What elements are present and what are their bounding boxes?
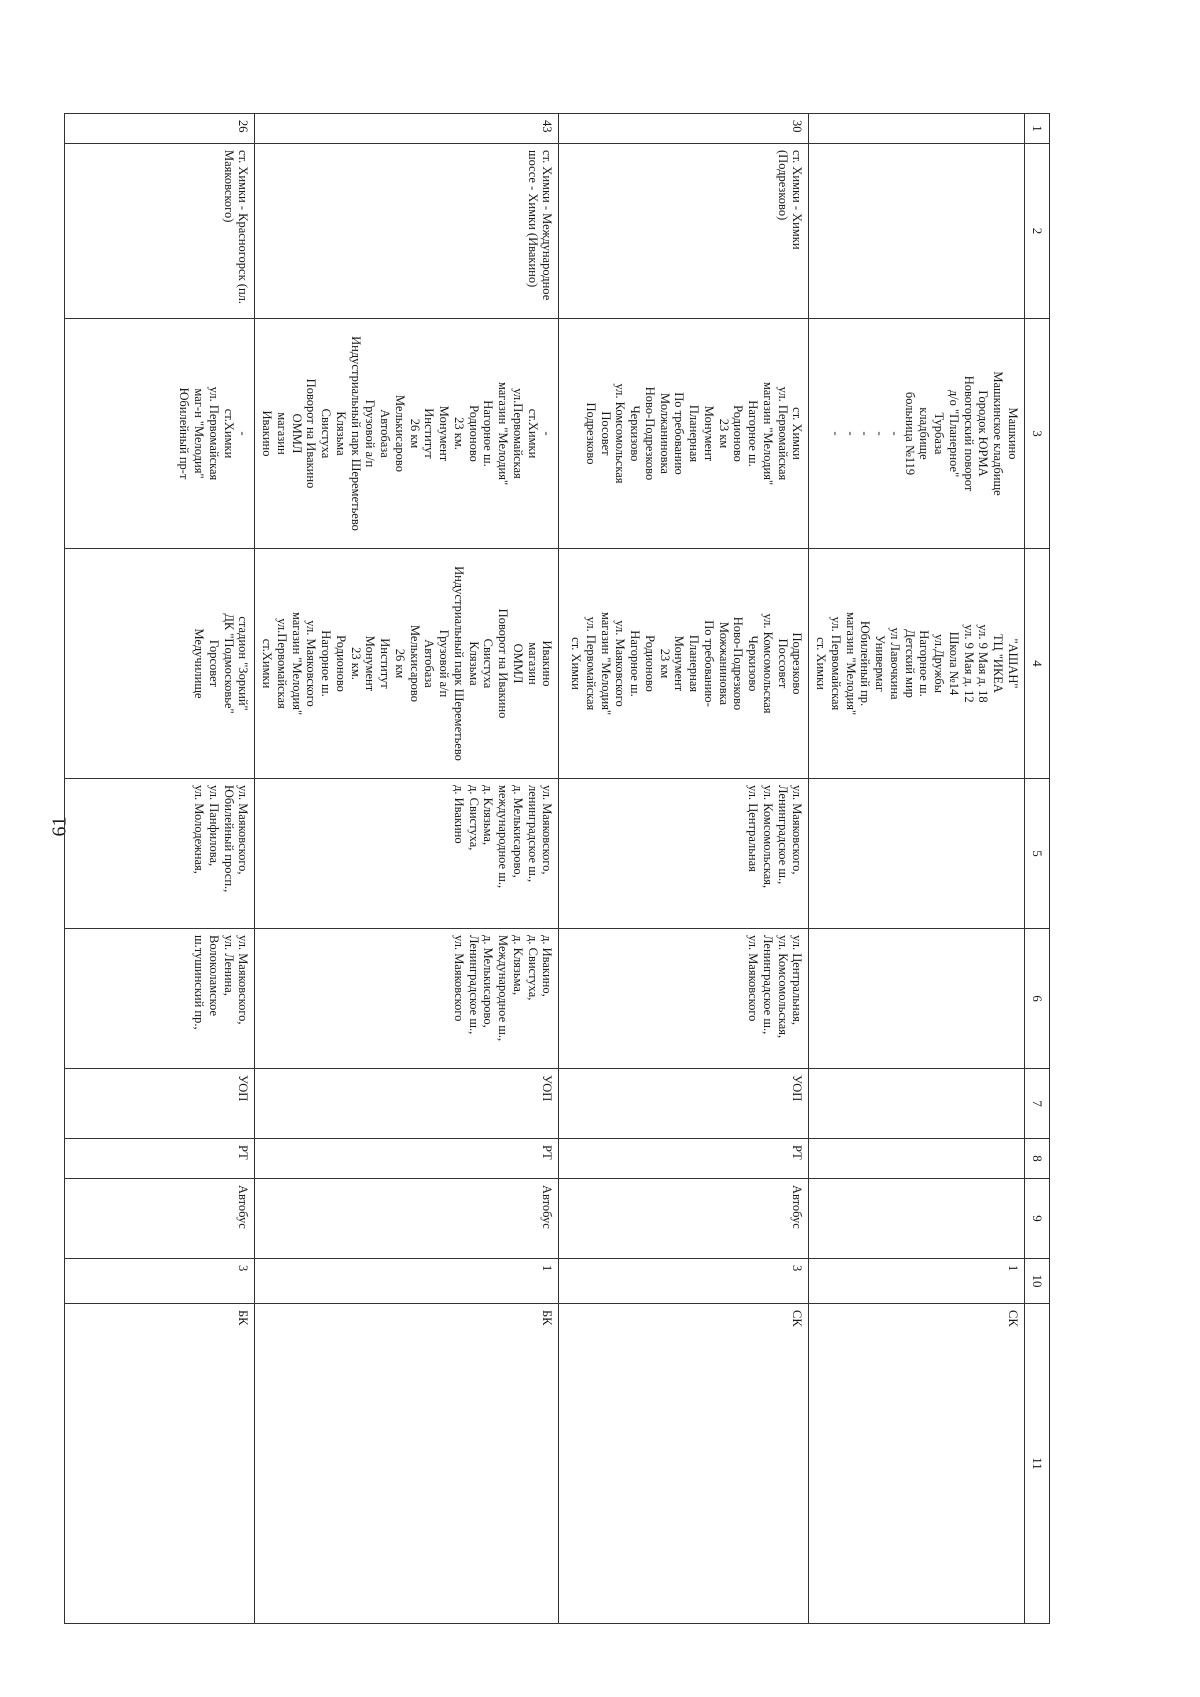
cell-line: ул. Первомайская bbox=[775, 386, 790, 481]
cell-col5 bbox=[255, 779, 559, 929]
header-cell: 4 bbox=[1025, 549, 1050, 779]
cell-col2: ст. Химки - Красногорск (пл. Маяковского) bbox=[65, 144, 255, 319]
cell-col7: УОП bbox=[65, 1069, 255, 1139]
cell-line: ул. Ленина, bbox=[221, 935, 236, 996]
cell-line: Турбаза bbox=[932, 412, 947, 455]
cell-line: Планерная bbox=[687, 404, 702, 463]
cell-line: Машкинское кладбище bbox=[991, 371, 1006, 496]
cell-line: д. Свистуха, bbox=[525, 935, 540, 1001]
cell-line: Нагорное ш. bbox=[319, 630, 334, 697]
cell-line: Институт bbox=[378, 638, 393, 689]
cell-line: Городок ЮРМА bbox=[976, 390, 991, 477]
cell-line: магазин bbox=[275, 412, 289, 455]
cell-col2 bbox=[809, 144, 1025, 319]
cell-col3 bbox=[65, 319, 255, 549]
cell-line: ст. Химки bbox=[790, 407, 805, 460]
cell-col4 bbox=[809, 549, 1025, 779]
cell-col2: ст. Химки - Химки (Подрезково) bbox=[559, 144, 809, 319]
cell-line: 23 км. bbox=[452, 417, 466, 450]
cell-col11: БК bbox=[255, 1304, 559, 1624]
cell-line: магазин "Мелодия" bbox=[598, 611, 613, 716]
cell-line: маг-н "Мелодия" bbox=[192, 388, 207, 479]
cell-line: ул.Первомайская bbox=[275, 618, 289, 709]
cell-line: ул. Комсомольская bbox=[613, 383, 628, 484]
cell-line: Посовет bbox=[598, 411, 613, 456]
cell-line: Автобаза bbox=[422, 639, 437, 688]
header-cell: 10 bbox=[1025, 1259, 1050, 1304]
cell-line: - bbox=[843, 431, 858, 436]
cell-line: - bbox=[888, 431, 902, 436]
cell-line: Нагорное ш. bbox=[628, 630, 643, 697]
cell-col7: УОП bbox=[559, 1069, 809, 1139]
cell-col6 bbox=[559, 929, 809, 1069]
cell-line: ст.Химки bbox=[525, 408, 540, 459]
cell-line: д. Клязьма, bbox=[481, 785, 496, 846]
cell-col1 bbox=[809, 114, 1025, 144]
cell-line: магазин "Мелодия" bbox=[843, 611, 858, 716]
cell-line: Монумент bbox=[672, 635, 687, 692]
cell-line: ул. Маяковского bbox=[452, 935, 466, 1022]
cell-line: ул. Маяковского, bbox=[790, 785, 805, 875]
cell-line: Родионово bbox=[466, 405, 481, 462]
cell-col4 bbox=[255, 549, 559, 779]
cell-line: д. Ивакино bbox=[452, 785, 466, 844]
cell-line: По требованию bbox=[672, 392, 687, 475]
cell-line: ст. Химки bbox=[814, 637, 829, 690]
cell-col11: СК bbox=[559, 1304, 809, 1624]
cell-line: Институт bbox=[422, 408, 437, 459]
cell-line: стадион "Зоркий" bbox=[236, 616, 251, 711]
cell-col5 bbox=[559, 779, 809, 929]
cell-col8: РТ bbox=[65, 1139, 255, 1179]
cell-line: Ново-Подрезково bbox=[643, 386, 657, 481]
cell-line: Черкизово bbox=[746, 635, 761, 692]
cell-line: Подрезково bbox=[790, 632, 805, 695]
cell-line: ул. 9 Мая д. 12 bbox=[961, 624, 976, 703]
cell-line: ул. Комсомольская bbox=[761, 613, 775, 714]
cell-col7 bbox=[809, 1069, 1025, 1139]
cell-line: ДК "Подмосковье" bbox=[221, 613, 236, 714]
cell-line: Нагорное ш. bbox=[481, 400, 496, 467]
cell-line: Школа №14 bbox=[947, 631, 961, 696]
cell-line: 26 км bbox=[393, 648, 407, 679]
cell-line: 23 км. bbox=[348, 647, 363, 680]
cell-line: Нагорное ш. bbox=[746, 400, 761, 467]
cell-line: Ленинградское ш., bbox=[761, 935, 775, 1035]
cell-line: Медучилище bbox=[192, 628, 207, 699]
table-row bbox=[65, 114, 255, 1624]
cell-col8 bbox=[809, 1139, 1025, 1179]
cell-line: больница №119 bbox=[902, 391, 917, 476]
cell-line: ст.Химки bbox=[260, 638, 275, 689]
cell-line: Поссовет bbox=[775, 638, 790, 689]
cell-line: Родионово bbox=[643, 635, 657, 692]
cell-line: - bbox=[829, 431, 843, 436]
cell-line: ул.Дружбы bbox=[932, 634, 947, 693]
header-cell: 3 bbox=[1025, 319, 1050, 549]
cell-col7: УОП bbox=[255, 1069, 559, 1139]
cell-line: ст. Химки bbox=[569, 637, 584, 690]
cell-line: Монумент bbox=[363, 635, 378, 692]
cell-line: Международное ш., bbox=[496, 935, 511, 1042]
cell-line: д/о "Планерное" bbox=[947, 389, 961, 478]
cell-col9 bbox=[809, 1179, 1025, 1259]
cell-col11: СК bbox=[809, 1304, 1025, 1624]
cell-line: ленинградское ш., bbox=[525, 785, 540, 883]
header-cell: 5 bbox=[1025, 779, 1050, 929]
cell-line: "АШАН" bbox=[1006, 638, 1020, 689]
cell-line: ул Лавочкина bbox=[888, 627, 902, 700]
cell-col8: РТ bbox=[255, 1139, 559, 1179]
cell-line: д. Мелькисарово, bbox=[481, 935, 496, 1028]
cell-line: магазин "Мелодия" bbox=[496, 381, 511, 486]
cell-line: Нагорное ш. bbox=[917, 630, 932, 697]
cell-line: Мелькисарово bbox=[393, 394, 407, 472]
cell-line: Поворот на Ивакино bbox=[304, 378, 319, 489]
cell-line: Свистуха bbox=[319, 408, 334, 459]
cell-col11: БК bbox=[65, 1304, 255, 1624]
cell-line: Универмаг bbox=[873, 634, 888, 693]
cell-line: Грузовой а/п bbox=[363, 399, 378, 468]
cell-line: Монумент bbox=[702, 405, 716, 462]
cell-col4 bbox=[65, 549, 255, 779]
cell-col1: 30 bbox=[559, 114, 809, 144]
cell-line: Ленинградское ш., bbox=[775, 785, 790, 885]
cell-line: ул. Панфилова, bbox=[207, 785, 221, 867]
cell-line: Ивакино bbox=[540, 640, 555, 687]
cell-line: 23 км bbox=[657, 648, 672, 679]
cell-col3 bbox=[255, 319, 559, 549]
cell-line: Свистуха bbox=[481, 638, 496, 689]
header-cell: 11 bbox=[1025, 1304, 1050, 1624]
cell-col6 bbox=[65, 929, 255, 1069]
header-cell: 6 bbox=[1025, 929, 1050, 1069]
header-cell: 2 bbox=[1025, 144, 1050, 319]
cell-col3 bbox=[809, 319, 1025, 549]
cell-line: ул. Первомайская bbox=[829, 616, 843, 711]
cell-col1: 26 bbox=[65, 114, 255, 144]
cell-line: 23 км bbox=[716, 418, 731, 449]
cell-col10: 3 bbox=[559, 1259, 809, 1304]
cell-line: ОММЛ bbox=[511, 643, 525, 684]
header-cell: 7 bbox=[1025, 1069, 1050, 1139]
cell-line: ТЦ "ИКЕА bbox=[991, 634, 1006, 693]
cell-line: ул. Маяковского, bbox=[236, 785, 251, 875]
page-number: 61 bbox=[48, 816, 71, 837]
cell-line: Индустриальный парк Шереметьево bbox=[452, 566, 466, 761]
cell-col6 bbox=[809, 929, 1025, 1069]
cell-line: Детский мир bbox=[902, 629, 917, 698]
cell-line: Клязьма bbox=[466, 641, 481, 686]
cell-line: Черкизово bbox=[628, 405, 643, 462]
cell-line: Волоколамское bbox=[207, 935, 221, 1017]
cell-col9: Автобус bbox=[255, 1179, 559, 1259]
cell-line: Родионово bbox=[731, 405, 746, 462]
cell-col1: 43 bbox=[255, 114, 559, 144]
cell-line: Машкино bbox=[1006, 407, 1020, 460]
cell-line: международное ш., bbox=[496, 785, 511, 889]
table-body bbox=[65, 114, 1050, 1624]
cell-col5 bbox=[809, 779, 1025, 929]
cell-col2: ст. Химки - Международное шоссе - Химки (Ивакино) bbox=[255, 144, 559, 319]
cell-line: Индустриальный парк Шереметьево bbox=[348, 336, 363, 531]
cell-line: ОММЛ bbox=[289, 413, 304, 454]
cell-line: ул. Комсомольская, bbox=[761, 785, 775, 889]
header-row bbox=[1025, 114, 1050, 1624]
cell-line: Мелькисарово bbox=[407, 624, 422, 702]
cell-line: д. Ивакино, bbox=[540, 935, 555, 997]
rotated-table-container bbox=[177, 113, 1050, 1623]
cell-line: Ново-Подрезково bbox=[731, 616, 746, 711]
cell-line: Можжаниновка bbox=[716, 621, 731, 706]
cell-line: ул. Молодежная, bbox=[192, 785, 207, 874]
cell-line: Юбилейный пр. bbox=[858, 620, 873, 707]
table-row bbox=[255, 114, 559, 1624]
cell-line: Ленинградское ш., bbox=[466, 935, 481, 1035]
cell-line: д. Мелькисарово, bbox=[511, 785, 525, 878]
cell-line: ул. Центральная, bbox=[790, 935, 805, 1026]
cell-line: Клязьма bbox=[334, 411, 348, 456]
cell-line: Автобаза bbox=[378, 409, 393, 458]
table-row bbox=[559, 114, 809, 1624]
cell-line: ст.Химки bbox=[221, 408, 236, 459]
cell-line: ул. Маяковского bbox=[746, 935, 761, 1022]
cell-line: - bbox=[858, 431, 873, 436]
continuation-row bbox=[809, 114, 1025, 1624]
cell-line: ул. Центральная bbox=[746, 785, 761, 872]
routes-table bbox=[65, 113, 1051, 1624]
cell-line: магазин bbox=[525, 642, 540, 685]
cell-line: 26 км bbox=[407, 418, 422, 449]
cell-line: Молжаниновка bbox=[657, 393, 672, 474]
cell-line: Юбилейный просп., bbox=[221, 785, 236, 893]
cell-line: магазин "Мелодия" bbox=[289, 611, 304, 716]
header-cell: 9 bbox=[1025, 1179, 1050, 1259]
cell-line: Ивакино bbox=[260, 410, 275, 457]
cell-line: Планерная bbox=[687, 634, 702, 693]
cell-col5 bbox=[65, 779, 255, 929]
cell-col10: 3 bbox=[65, 1259, 255, 1304]
cell-line: По требованию- bbox=[702, 620, 716, 707]
cell-col6 bbox=[255, 929, 559, 1069]
cell-line: ул. Первомайская bbox=[207, 386, 221, 481]
cell-line: Юбилейный пр-т bbox=[177, 387, 192, 480]
cell-line: ул. Маяковского, bbox=[540, 785, 555, 875]
cell-line: Горсовет bbox=[207, 639, 221, 688]
header-cell: 8 bbox=[1025, 1139, 1050, 1179]
cell-line: ш.тушинский пр., bbox=[192, 935, 207, 1030]
cell-line: ул. Маяковского bbox=[613, 620, 628, 707]
cell-line: магазин "Мелодия" bbox=[761, 381, 775, 486]
cell-col8: РТ bbox=[559, 1139, 809, 1179]
cell-line: - bbox=[236, 431, 251, 436]
cell-col9: Автобус bbox=[65, 1179, 255, 1259]
cell-line: Поворот на Ивакино bbox=[496, 608, 511, 719]
cell-line: Монумент bbox=[437, 405, 452, 462]
cell-col4 bbox=[559, 549, 809, 779]
cell-line: ул. Комсомольская, bbox=[775, 935, 790, 1039]
cell-line: д. Свистуха, bbox=[466, 785, 481, 851]
cell-line: Новогорский поворот bbox=[961, 375, 976, 492]
cell-line: - bbox=[540, 431, 555, 436]
cell-line: Грузовой а/п bbox=[437, 629, 452, 698]
cell-line: ул. Первомайская bbox=[584, 616, 598, 711]
cell-line: ул. 9 Мая д. 18 bbox=[976, 624, 991, 703]
cell-line: ул.Первомайская bbox=[511, 388, 525, 479]
cell-line: д. Клязьма, bbox=[511, 935, 525, 996]
header-cell: 1 bbox=[1025, 114, 1050, 144]
cell-col10: 1 bbox=[809, 1259, 1025, 1304]
cell-line: ул. Маяковского, bbox=[236, 935, 251, 1025]
cell-line: - bbox=[873, 431, 888, 436]
cell-col3 bbox=[559, 319, 809, 549]
cell-line: Подрезково bbox=[584, 402, 598, 465]
cell-col9: Автобус bbox=[559, 1179, 809, 1259]
cell-line: кладбище bbox=[917, 407, 932, 460]
cell-col10: 1 bbox=[255, 1259, 559, 1304]
cell-line: ул. Маяковского bbox=[304, 620, 319, 707]
cell-line: Родионово bbox=[334, 635, 348, 692]
